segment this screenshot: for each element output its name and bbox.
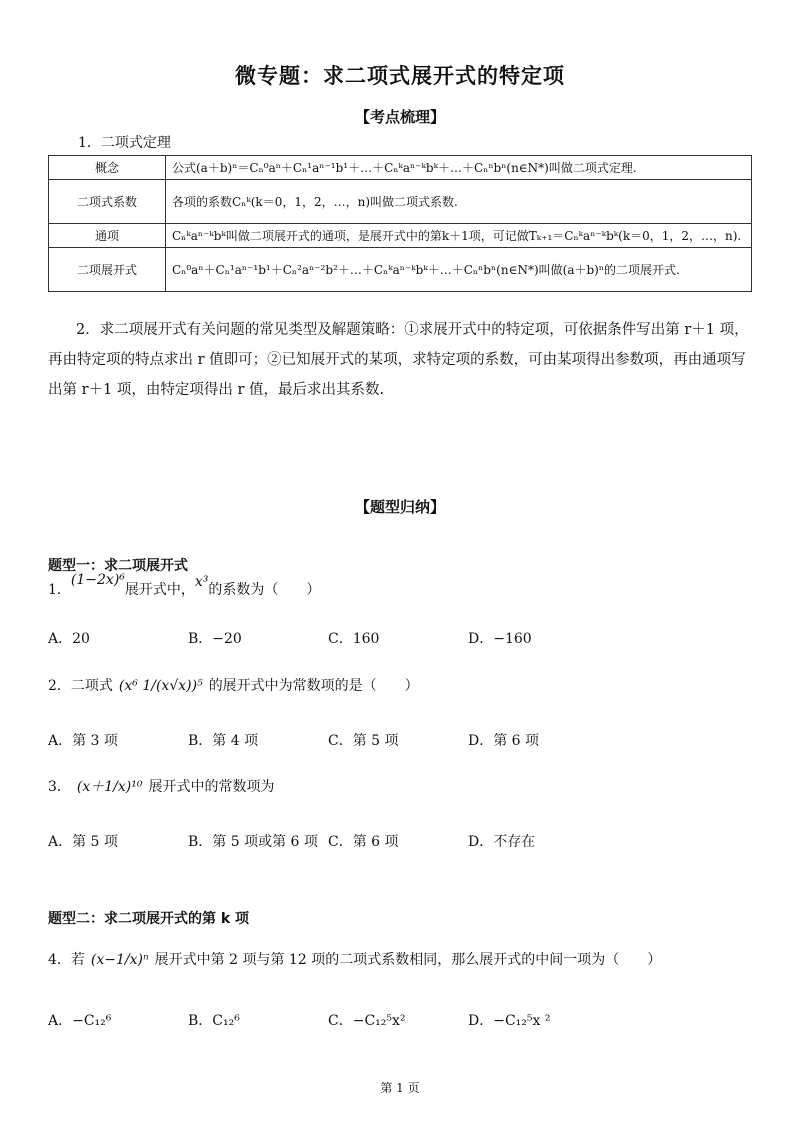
q3-text-end: 展开式中的常数项为: [148, 779, 275, 795]
type2-heading: 题型二：求二项展开式的第 k 项: [48, 911, 250, 927]
q3-option-d: D．不存在: [468, 834, 536, 850]
q2-option-a: A．第 3 项: [48, 733, 118, 749]
q3-option-a: A．第 5 项: [48, 834, 118, 850]
q3-expression: (x＋1/x)¹⁰: [76, 779, 143, 795]
q1-expression: (1−2x)⁶: [70, 572, 125, 588]
q2-option-b: B．第 4 项: [188, 733, 259, 749]
question-4: [48, 950, 752, 970]
q4-option-d: D．−C₁₂⁵x ²: [468, 1013, 551, 1029]
q4-option-a: A．−C₁₂⁶: [48, 1013, 112, 1029]
q1-option-b: B．−20: [188, 631, 242, 647]
table-key: 二项式系数: [49, 180, 166, 224]
table-row: [49, 224, 752, 248]
q4-number: 4．若: [48, 952, 85, 968]
q4-expression: (x−1/x)ⁿ: [90, 952, 149, 968]
table-key: 通项: [49, 224, 166, 248]
item2-paragraph: 2．求二项展开式有关问题的常见类型及解题策略：①求展开式中的特定项，可依据条件写出第 r＋1 项，再由特定项的特点求出 r 值即可；②已知展开式的某项，求特定项的系数，可由某项得出参数项，再由通项写出第 r＋1 项，由特定项得出 r 值，最后求出其系数.: [48, 322, 749, 398]
table-key: 概念: [49, 156, 166, 180]
type1-heading: 题型一：求二项展开式: [48, 558, 188, 574]
q1-number: 1．: [48, 582, 71, 598]
q2-option-d: D．第 6 项: [468, 733, 540, 749]
q2-option-c: C．第 5 项: [328, 733, 399, 749]
question-1: [48, 572, 752, 600]
q4-text-end: 展开式中第 2 项与第 12 项的二项式系数相同，那么展开式的中间一项为（ ）: [154, 952, 662, 968]
page-title: 微专题：求二项式展开式的特定项: [235, 64, 565, 88]
section-heading-kaodian: 【考点梳理】: [354, 108, 445, 126]
table-value: Cₙ⁰aⁿ＋Cₙ¹aⁿ⁻¹b¹＋Cₙ²aⁿ⁻²b²＋…＋Cₙᵏaⁿ⁻ᵏbᵏ＋…＋Cₙⁿbⁿ(n∈N*)叫做(a＋b)ⁿ的二项展开式.: [166, 248, 752, 292]
table-value: 各项的系数Cₙᵏ(k＝0，1，2，…，n)叫做二项式系数.: [166, 180, 752, 224]
table-value: 公式(a＋b)ⁿ＝Cₙ⁰aⁿ＋Cₙ¹aⁿ⁻¹b¹＋…＋Cₙᵏaⁿ⁻ᵏbᵏ＋…＋Cₙⁿbⁿ(n∈N*)叫做二项式定理.: [166, 156, 752, 180]
q2-text-end: 的展开式中为常数项的是（ ）: [208, 678, 419, 694]
section-heading-tixing: 【题型归纳】: [354, 498, 445, 516]
q3-option-c: C．第 6 项: [328, 834, 399, 850]
q1-option-c: C．160: [328, 631, 380, 647]
q1-text-mid: 展开式中，: [124, 582, 195, 598]
table-row: [49, 180, 752, 224]
item1-heading: 1．二项式定理: [78, 135, 171, 151]
q2-number: 2．二项式: [48, 678, 113, 694]
page-number: 第 1 页: [380, 1081, 420, 1095]
q3-option-b: B．第 5 项或第 6 项: [188, 834, 318, 850]
question-2: [48, 676, 752, 696]
q1-option-d: D．−160: [468, 631, 532, 647]
table-row: [49, 156, 752, 180]
table-row: [49, 248, 752, 292]
q1-text-end: 的系数为（ ）: [208, 582, 321, 598]
q2-expression: (x⁶ 1/(x√x))⁵: [118, 678, 203, 694]
q1-option-a: A．20: [48, 631, 90, 647]
q1-term: x³: [194, 574, 209, 590]
binomial-theorem-table: [48, 155, 752, 292]
table-value: Cₙᵏaⁿ⁻ᵏbᵏ叫做二项展开式的通项，是展开式中的第k＋1项，可记做Tₖ₊₁＝Cₙᵏaⁿ⁻ᵏbᵏ(k＝0，1，2，…，n).: [166, 224, 752, 248]
q3-number: 3．: [48, 779, 71, 795]
q4-option-b: B．C₁₂⁶: [188, 1013, 240, 1029]
q4-option-c: C．−C₁₂⁵x²: [328, 1013, 406, 1029]
table-key: 二项展开式: [49, 248, 166, 292]
question-3: [48, 777, 752, 797]
